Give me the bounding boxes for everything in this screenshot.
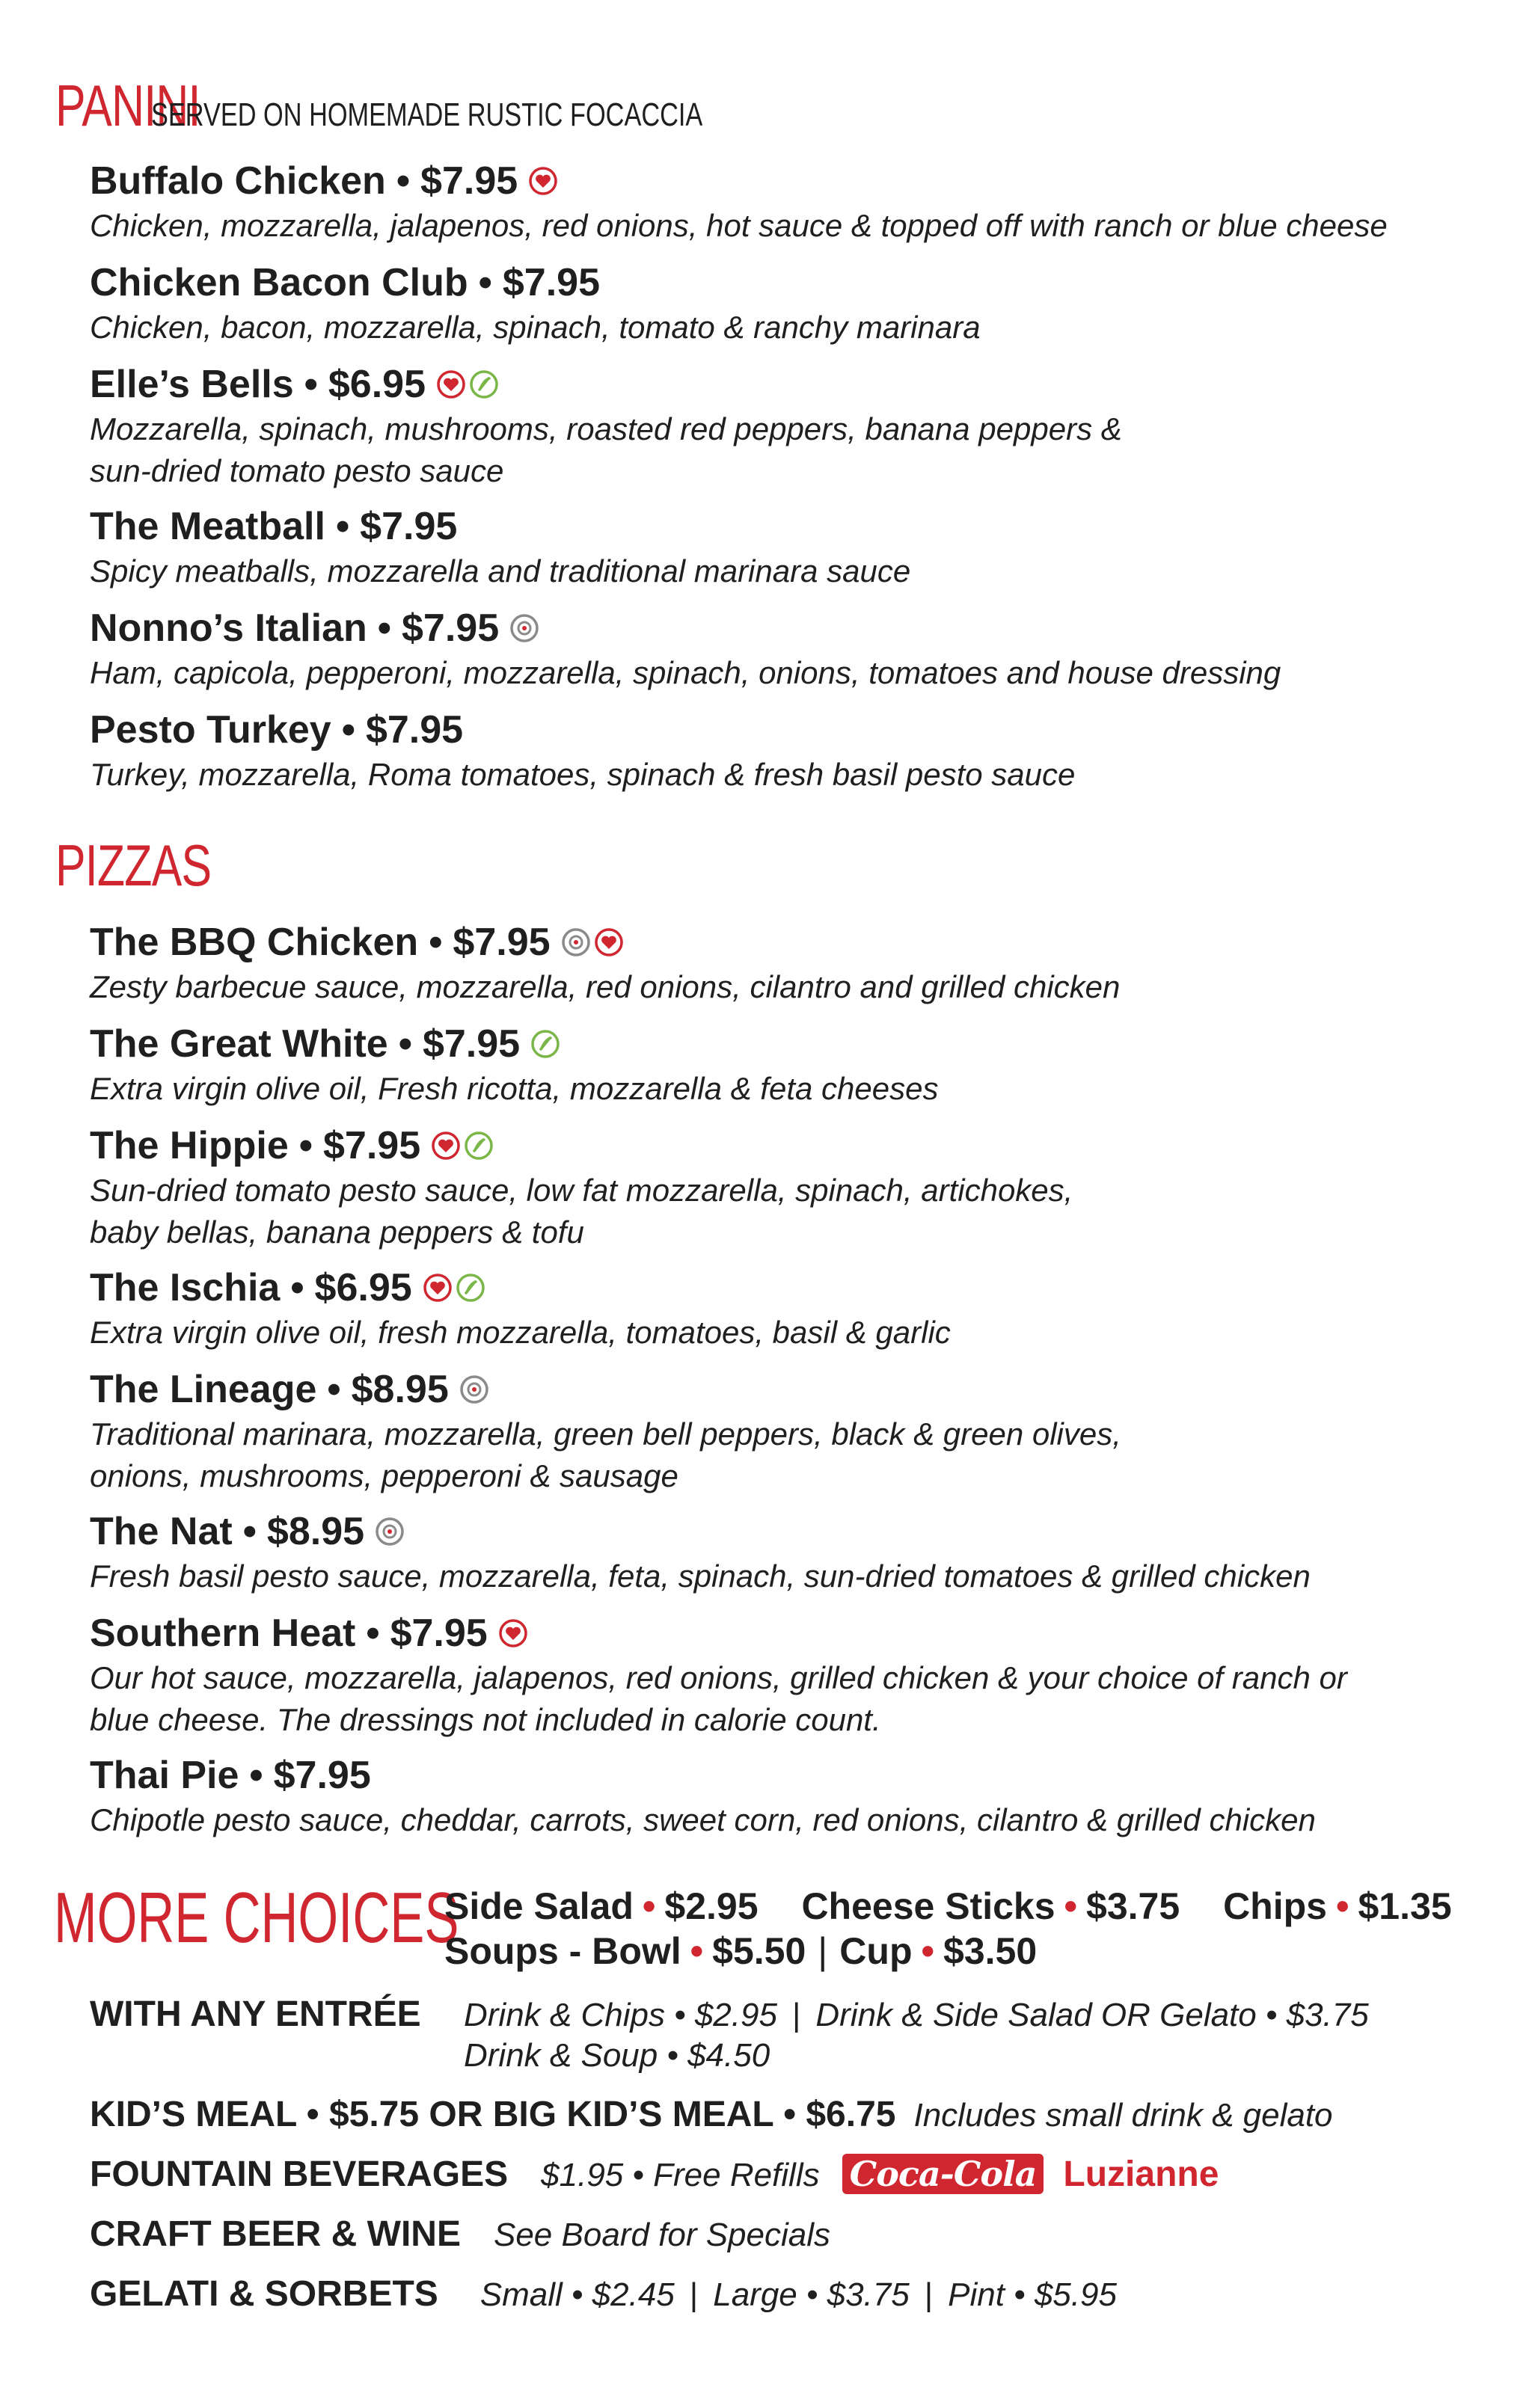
item-price: $7.95 — [360, 505, 458, 548]
soup-cup-label: Cup — [839, 1930, 913, 1972]
item-title-row — [90, 1122, 1511, 1170]
bullet: • — [249, 1754, 263, 1797]
item-description: Mozzarella, spinach, mushrooms, roasted red peppers, banana peppers & sun-dried tomato pesto sauce — [90, 411, 1122, 488]
item-name: Pesto Turkey — [90, 708, 331, 752]
item-name: The BBQ Chicken — [90, 921, 419, 964]
item-title-row — [90, 1508, 1511, 1555]
item-title-row — [90, 1609, 1511, 1657]
item-description: Chicken, mozzarella, jalapenos, red onions, hot sauce & topped off with ranch or blue cheese — [90, 208, 1388, 243]
bullet: • — [642, 1885, 656, 1927]
item-badges — [561, 927, 624, 957]
item-name: Southern Heat — [90, 1612, 356, 1655]
item-title-row — [90, 918, 1511, 966]
item-title-row — [90, 503, 1511, 550]
separator: | — [818, 1930, 828, 1972]
item-price: $8.95 — [351, 1368, 449, 1411]
kids-meal-row — [90, 2094, 1333, 2135]
bullet: • — [366, 1612, 380, 1655]
with-entree-opt2: Drink & Side Salad OR Gelato • $3.75 — [815, 1997, 1369, 2033]
menu-item — [90, 1366, 1511, 1497]
bullet: • — [341, 708, 355, 752]
soup-cup-price: $3.50 — [943, 1930, 1038, 1972]
with-entree-row2 — [464, 2037, 770, 2074]
item-description: Extra virgin olive oil, Fresh ricotta, mozzarella & feta cheeses — [90, 1071, 939, 1106]
item-price: $7.95 — [453, 921, 551, 964]
menu-item — [90, 1508, 1511, 1597]
item-badges — [423, 1273, 485, 1303]
cheese-sticks-price: $3.75 — [1086, 1885, 1180, 1927]
item-price: $8.95 — [266, 1510, 365, 1553]
item-name: The Ischia — [90, 1266, 281, 1309]
with-entree-label: WITH ANY ENTRÉE — [90, 1994, 421, 2034]
item-name: The Meatball — [90, 505, 325, 548]
panini-subtitle: SERVED ON HOMEMADE RUSTIC FOCACCIA — [151, 96, 703, 133]
target-icon — [509, 613, 539, 643]
more-choices-title: MORE CHOICES — [54, 1878, 459, 1958]
bullet: • — [1335, 1885, 1349, 1927]
cheese-sticks-name: Cheese Sticks — [801, 1885, 1055, 1927]
pizzas-title: PIZZAS — [55, 832, 212, 898]
item-description: Ham, capicola, pepperoni, mozzarella, spinach, onions, tomatoes and house dressing — [90, 655, 1281, 690]
bullet: • — [327, 1368, 341, 1411]
item-price: $7.95 — [365, 708, 464, 752]
beer-row — [90, 2214, 830, 2255]
item-price: $7.95 — [390, 1612, 488, 1655]
menu-item — [90, 1020, 1511, 1110]
bullet: • — [398, 1022, 412, 1066]
item-name: Chicken Bacon Club — [90, 261, 468, 304]
item-name: Elle’s Bells — [90, 363, 294, 406]
bullet: • — [377, 606, 391, 650]
item-badges — [530, 1029, 560, 1059]
gelati-large: Large • $3.75 — [713, 2276, 910, 2313]
item-title-row — [90, 1751, 1511, 1799]
item-badges — [375, 1517, 405, 1547]
soup-bowl-label: Soups - Bowl — [444, 1930, 681, 1972]
sides-line — [444, 1885, 1452, 1928]
chips-price: $1.35 — [1358, 1885, 1452, 1927]
item-price: $7.95 — [401, 606, 500, 650]
panini-header — [55, 72, 859, 140]
soups-line — [444, 1929, 1037, 1973]
beer-label: CRAFT BEER & WINE — [90, 2214, 461, 2254]
heart-icon — [431, 1131, 461, 1161]
vegetarian-icon — [469, 369, 499, 399]
item-title-row — [90, 157, 1511, 205]
fountain-note: $1.95 • Free Refills — [541, 2157, 820, 2193]
menu-item — [90, 604, 1511, 694]
coca-cola-logo: Coca-Cola — [842, 2154, 1044, 2194]
heart-icon — [498, 1618, 528, 1648]
bullet: • — [396, 159, 411, 203]
bullet: • — [429, 921, 443, 964]
item-badges — [436, 369, 499, 399]
heart-icon — [436, 369, 466, 399]
with-entree-opt1: Drink & Chips • $2.95 — [464, 1997, 777, 2033]
item-name: Nonno’s Italian — [90, 606, 367, 650]
item-price: $7.95 — [273, 1754, 371, 1797]
panini-title: PANINI — [55, 73, 200, 138]
soup-bowl-price: $5.50 — [712, 1930, 806, 1972]
item-description: Fresh basil pesto sauce, mozzarella, feta, spinach, sun-dried tomatoes & grilled chicken — [90, 1558, 1311, 1594]
item-description: Traditional marinara, mozzarella, green bell peppers, black & green olives, onions, mushrooms, pepperoni & sausage — [90, 1416, 1121, 1493]
heart-icon — [594, 927, 624, 957]
item-title-row — [90, 1264, 1511, 1312]
item-description: Chicken, bacon, mozzarella, spinach, tomato & ranchy marinara — [90, 310, 981, 345]
with-entree-opt3: Drink & Soup • $4.50 — [464, 2037, 770, 2074]
gelati-label: GELATI & SORBETS — [90, 2274, 438, 2314]
item-description: Turkey, mozzarella, Roma tomatoes, spinach & fresh basil pesto sauce — [90, 757, 1076, 792]
item-title-row — [90, 360, 1511, 408]
item-price: $7.95 — [420, 159, 518, 203]
kids-meal-label: KID’S MEAL • $5.75 OR BIG KID’S MEAL • $6.75 — [90, 2095, 896, 2134]
separator: | — [689, 2276, 699, 2313]
side-salad-name: Side Salad — [444, 1885, 634, 1927]
separator: | — [924, 2276, 934, 2313]
chips-name: Chips — [1223, 1885, 1327, 1927]
item-description: Our hot sauce, mozzarella, jalapenos, red onions, grilled chicken & your choice of ranch or blue cheese. The dressings not included in calorie count. — [90, 1660, 1347, 1737]
item-name: The Nat — [90, 1510, 233, 1553]
fountain-label: FOUNTAIN BEVERAGES — [90, 2154, 509, 2194]
item-name: Thai Pie — [90, 1754, 239, 1797]
menu-item — [90, 360, 1511, 492]
item-description: Chipotle pesto sauce, cheddar, carrots, sweet corn, red onions, cilantro & grilled chicken — [90, 1802, 1316, 1837]
item-price: $7.95 — [422, 1022, 521, 1066]
menu-item — [90, 1122, 1511, 1253]
menu-item — [90, 706, 1511, 796]
vegetarian-icon — [464, 1131, 494, 1161]
item-badges — [431, 1131, 494, 1161]
item-title-row — [90, 604, 1511, 652]
bullet: • — [1064, 1885, 1078, 1927]
item-badges — [498, 1618, 528, 1648]
bullet: • — [298, 1124, 313, 1167]
target-icon — [375, 1517, 405, 1547]
heart-icon — [528, 166, 558, 196]
item-price: $6.95 — [314, 1266, 412, 1309]
heart-icon — [423, 1273, 453, 1303]
item-name: The Lineage — [90, 1368, 317, 1411]
menu-item — [90, 1264, 1511, 1354]
item-title-row — [90, 259, 1511, 307]
item-badges — [459, 1375, 489, 1404]
item-title-row — [90, 1020, 1511, 1068]
bullet: • — [290, 1266, 304, 1309]
target-icon — [459, 1375, 489, 1404]
item-title-row — [90, 1366, 1511, 1413]
item-name: Buffalo Chicken — [90, 159, 386, 203]
with-entree-row — [90, 1994, 1369, 2035]
gelati-small: Small • $2.45 — [479, 2276, 675, 2313]
bullet: • — [304, 363, 318, 406]
item-description: Spicy meatballs, mozzarella and traditional marinara sauce — [90, 553, 911, 589]
bullet: • — [921, 1930, 935, 1972]
target-icon — [561, 927, 591, 957]
menu-item — [90, 1609, 1511, 1741]
item-price: $7.95 — [502, 261, 600, 304]
gelati-row — [90, 2273, 1117, 2315]
menu-item — [90, 1751, 1511, 1841]
menu-item — [90, 259, 1511, 348]
luzianne-logo: Luzianne — [1063, 2154, 1219, 2194]
bullet: • — [242, 1510, 257, 1553]
menu-item — [90, 157, 1511, 247]
bullet: • — [690, 1930, 704, 1972]
pizzas-header — [55, 832, 255, 900]
item-name: The Hippie — [90, 1124, 289, 1167]
beer-note: See Board for Specials — [493, 2217, 831, 2253]
item-name: The Great White — [90, 1022, 388, 1066]
bullet: • — [335, 505, 350, 548]
kids-meal-note: Includes small drink & gelato — [913, 2097, 1333, 2134]
bullet: • — [478, 261, 492, 304]
side-salad-price: $2.95 — [664, 1885, 759, 1927]
item-price: $6.95 — [328, 363, 426, 406]
item-badges — [509, 613, 539, 643]
menu-item — [90, 503, 1511, 592]
menu-item — [90, 918, 1511, 1008]
item-badges — [528, 166, 558, 196]
item-description: Zesty barbecue sauce, mozzarella, red onions, cilantro and grilled chicken — [90, 969, 1121, 1004]
gelati-pint: Pint • $5.95 — [948, 2276, 1117, 2313]
item-price: $7.95 — [323, 1124, 421, 1167]
item-description: Sun-dried tomato pesto sauce, low fat mozzarella, spinach, artichokes, baby bellas, banana peppers & tofu — [90, 1173, 1073, 1250]
vegetarian-icon — [530, 1029, 560, 1059]
vegetarian-icon — [456, 1273, 485, 1303]
separator: | — [791, 1997, 801, 2033]
fountain-row — [90, 2154, 1219, 2195]
item-title-row — [90, 706, 1511, 754]
item-description: Extra virgin olive oil, fresh mozzarella, tomatoes, basil & garlic — [90, 1315, 951, 1350]
